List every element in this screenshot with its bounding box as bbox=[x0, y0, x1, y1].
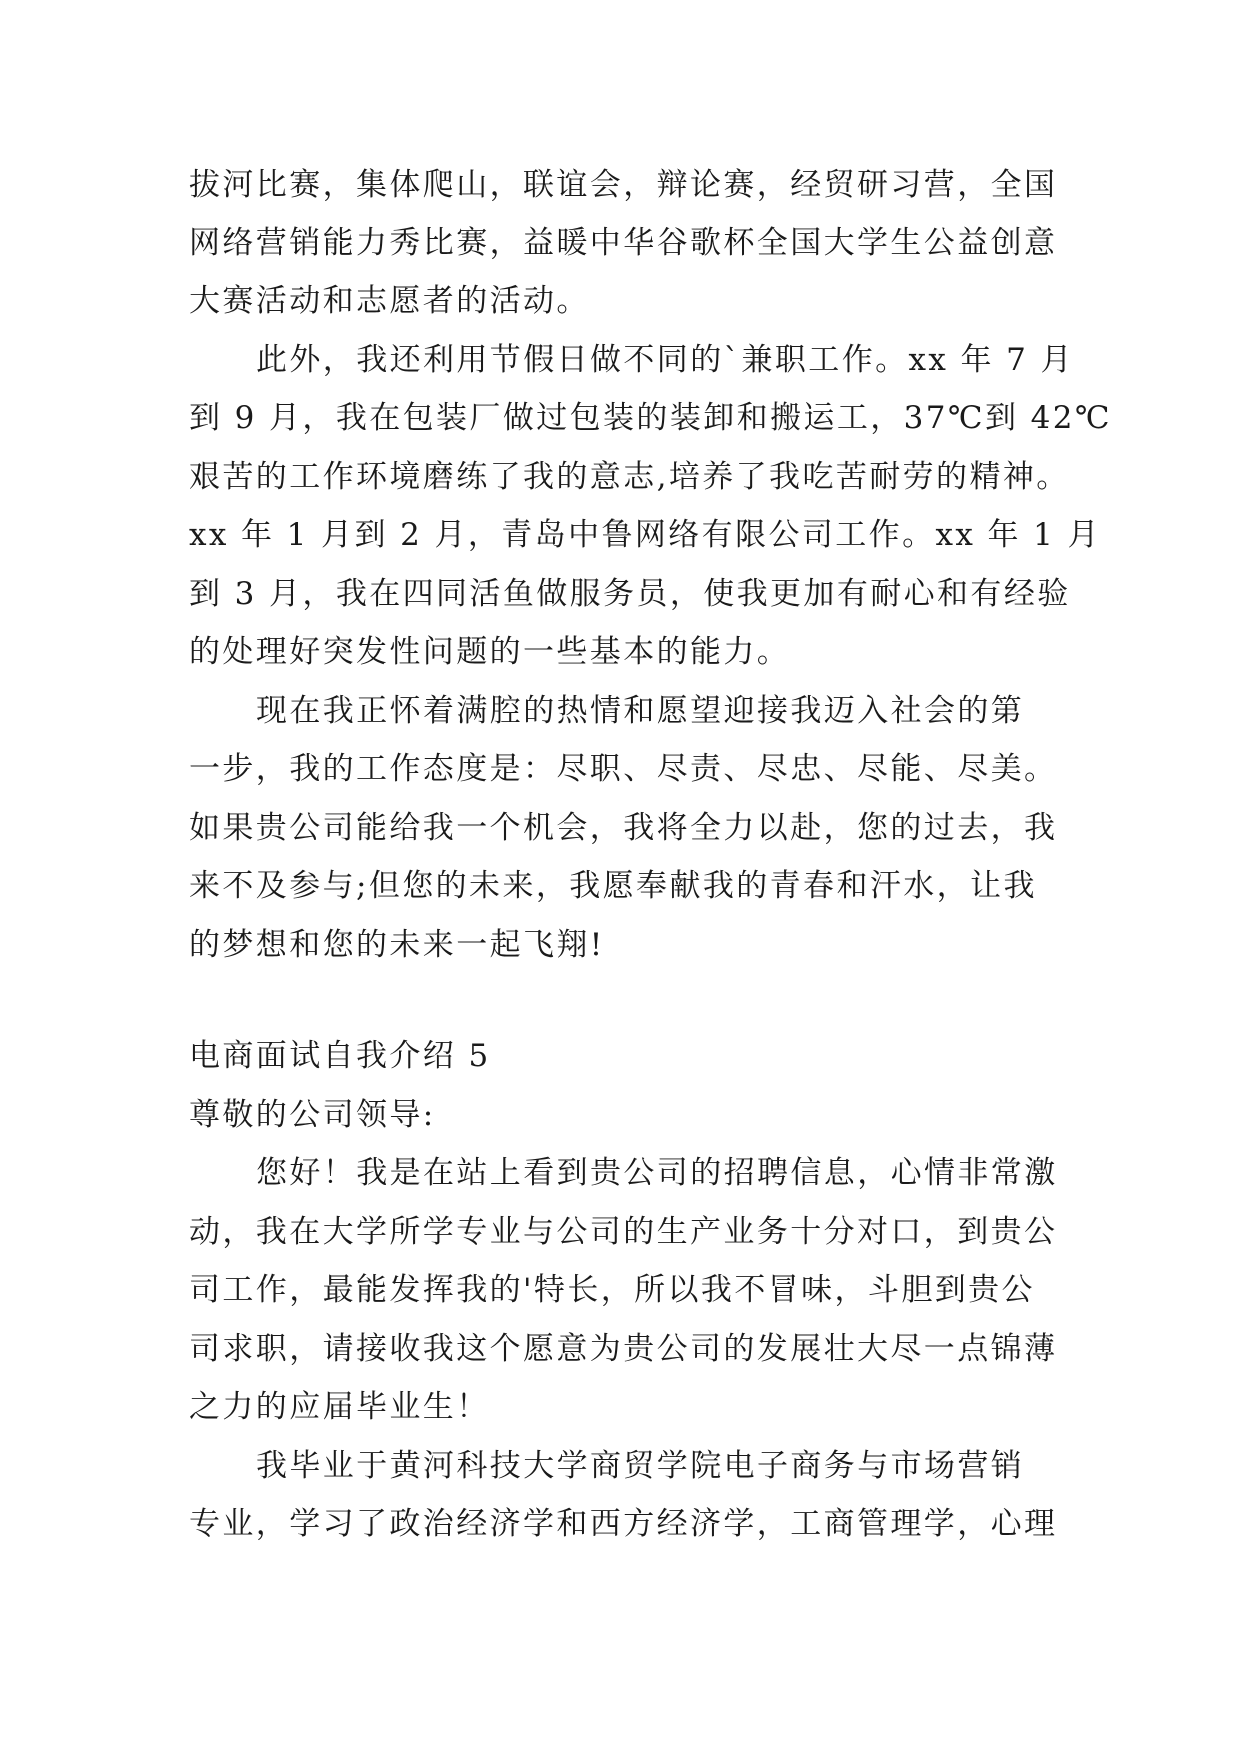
text-line: xx 年 1 月到 2 月，青岛中鲁网络有限公司工作。xx 年 1 月 bbox=[189, 517, 1101, 553]
text-line: 大赛活动和志愿者的活动。 bbox=[189, 283, 590, 319]
text-line: 来不及参与;但您的未来，我愿奉献我的青春和汗水，让我 bbox=[189, 868, 1037, 904]
text-line: 如果贵公司能给我一个机会，我将全力以赴，您的过去，我 bbox=[189, 810, 1058, 846]
text-line: 艰苦的工作环境磨练了我的意志,培养了我吃苦耐劳的精神。 bbox=[189, 459, 1070, 495]
text-line: 到 3 月，我在四同活鱼做服务员，使我更加有耐心和有经验 bbox=[189, 576, 1071, 612]
text-line: 此外，我还利用节假日做不同的`兼职工作。xx 年 7 月 bbox=[256, 342, 1074, 378]
text-line: 您好！我是在站上看到贵公司的招聘信息，心情非常激 bbox=[256, 1155, 1058, 1191]
text-line: 专业，学习了政治经济学和西方经济学，工商管理学，心理 bbox=[189, 1506, 1058, 1542]
text-line: 一步，我的工作态度是：尽职、尽责、尽忠、尽能、尽美。 bbox=[189, 751, 1058, 787]
text-line: 拔河比赛，集体爬山，联谊会，辩论赛，经贸研习营，全国 bbox=[189, 167, 1058, 203]
text-line: 网络营销能力秀比赛，益暖中华谷歌杯全国大学生公益创意 bbox=[189, 225, 1058, 261]
text-line: 的梦想和您的未来一起飞翔! bbox=[189, 927, 605, 963]
section-heading: 电商面试自我介绍 5 bbox=[189, 1038, 491, 1074]
text-line: 现在我正怀着满腔的热情和愿望迎接我迈入社会的第 bbox=[256, 693, 1025, 729]
text-line: 动，我在大学所学专业与公司的生产业务十分对口，到贵公 bbox=[189, 1214, 1058, 1250]
text-line: 司工作，最能发挥我的'特长，所以我不冒味，斗胆到贵公 bbox=[189, 1272, 1035, 1308]
salutation: 尊敬的公司领导: bbox=[189, 1097, 436, 1133]
text-line: 到 9 月，我在包装厂做过包装的装卸和搬运工，37℃到 42℃ bbox=[189, 400, 1112, 436]
text-line: 之力的应届毕业生！ bbox=[189, 1389, 490, 1425]
text-line: 的处理好突发性问题的一些基本的能力。 bbox=[189, 634, 791, 670]
text-line: 我毕业于黄河科技大学商贸学院电子商务与市场营销 bbox=[256, 1448, 1025, 1484]
text-line: 司求职，请接收我这个愿意为贵公司的发展壮大尽一点锦薄 bbox=[189, 1331, 1058, 1367]
